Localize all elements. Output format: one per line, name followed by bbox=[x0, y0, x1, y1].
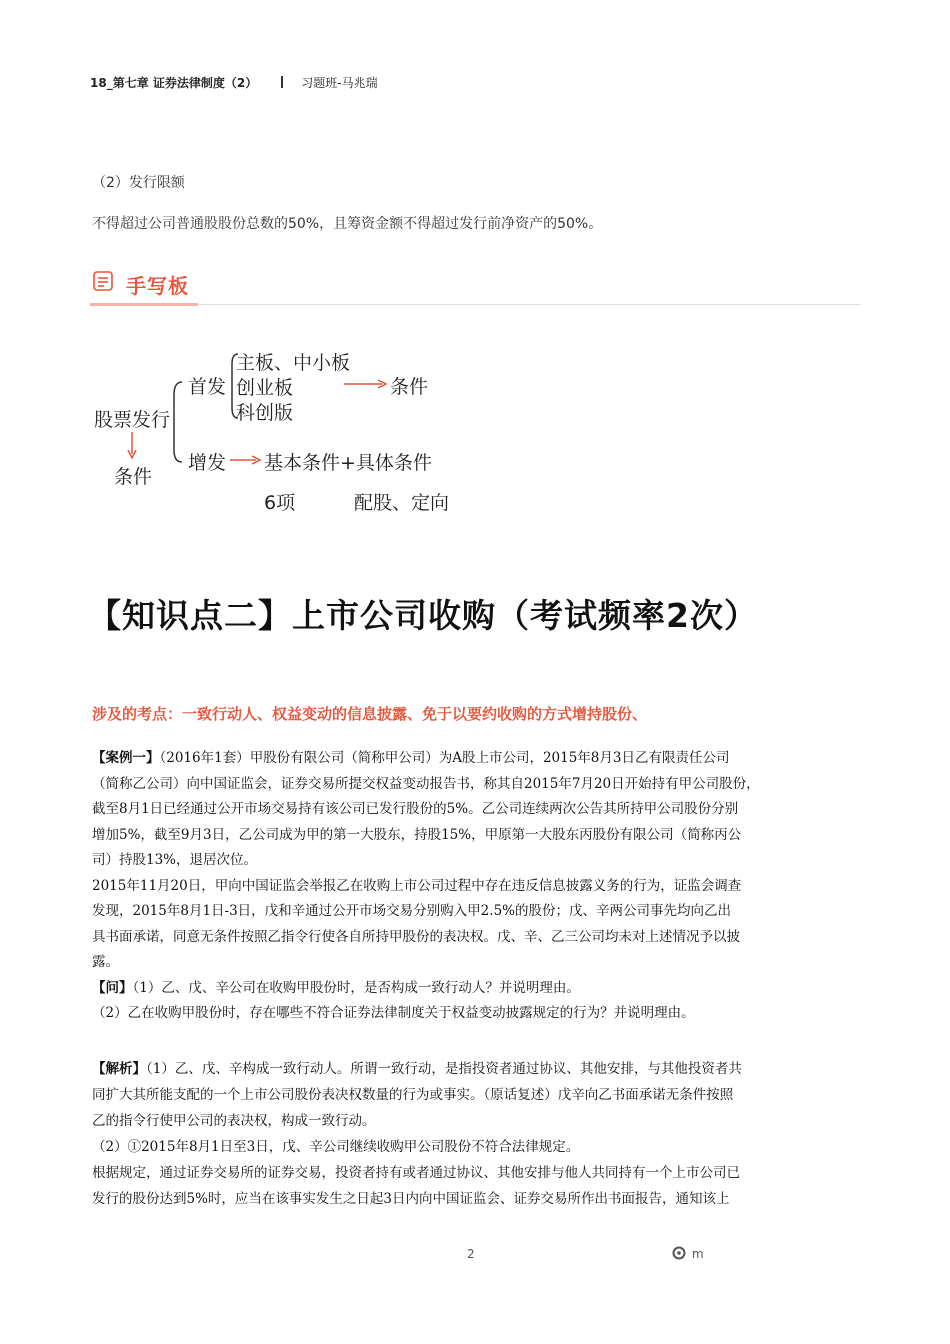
case-line: 露。 bbox=[92, 954, 119, 970]
note-placement: 配股、定向 bbox=[354, 492, 450, 514]
divider-accent bbox=[90, 303, 198, 306]
case-line: 发现，2015年8月1日-3日，戊和辛通过公开市场交易分别购入甲2.5%的股份；戊、辛两公司事先均向乙出 bbox=[92, 903, 731, 919]
chapter-title: 18_第七章 证券法律制度（2） bbox=[90, 76, 258, 90]
header-divider bbox=[281, 76, 283, 88]
first-issue-item: 科创版 bbox=[236, 402, 294, 424]
case-line: （简称乙公司）向中国证监会，证券交易所提交权益变动报告书，称其自2015年7月20日开始持有甲公司股份， bbox=[92, 775, 760, 792]
section-body: 不得超过公司普通股股份总数的50%，且筹资金额不得超过发行前净资产的50%。 bbox=[92, 216, 603, 232]
first-issue-item: 主板、中小板 bbox=[236, 352, 351, 374]
case-block bbox=[92, 746, 864, 1027]
case-line: 具书面承诺，同意无条件按照乙指令行使各自所持甲股份的表决权。戊、辛、乙三公司均未对上述情况予以披 bbox=[92, 928, 740, 945]
analysis-line: （2）①2015年8月1日至3日，戊、辛公司继续收购甲公司股份不符合法律规定。 bbox=[92, 1139, 580, 1155]
analysis-label: 【解析】 bbox=[92, 1061, 146, 1077]
note-six-items: 6项 bbox=[264, 492, 296, 514]
additional-issue-condition: 基本条件+具体条件 bbox=[264, 452, 432, 474]
case-label: 【案例一】 bbox=[92, 750, 160, 766]
case-line: 增加5%，截至9月3日，乙公司成为甲的第一大股东，持股15%，甲原第一大股东丙股份有限公司（简称丙公 bbox=[92, 826, 742, 843]
section-subheading: （2）发行限额 bbox=[92, 175, 185, 191]
analysis-line: 乙的指令行使甲公司的表决权，构成一致行动。 bbox=[92, 1113, 376, 1129]
first-issue-node: 首发 bbox=[188, 376, 227, 398]
logo-icon bbox=[672, 1246, 688, 1260]
case-line: 司）持股13%，退居次位。 bbox=[92, 852, 258, 868]
analysis-line: 发行的股份达到5%时，应当在该事实发生之日起3日内向中国证监会、证券交易所作出书面报告，通知该上 bbox=[92, 1191, 730, 1207]
analysis-line: 【解析】（1）乙、戊、辛构成一致行动人。所谓一致行动，是指投资者通过协议、其他安排，与其他投资者共 bbox=[92, 1061, 742, 1077]
course-name: 习题班-马兆瑞 bbox=[301, 76, 378, 90]
knowledge-point-title: 【知识点二】上市公司收购（考试频率2次） bbox=[88, 596, 758, 635]
root-node: 股票发行 bbox=[94, 409, 171, 431]
question-label: 【问】 bbox=[92, 979, 133, 996]
page-header bbox=[90, 74, 378, 91]
handwriting-board-title: 手写板 bbox=[126, 274, 189, 298]
exam-points: 涉及的考点：一致行动人、权益变动的信息披露、免于以要约收购的方式增持股份、 bbox=[92, 705, 648, 723]
case-line: 2015年11月20日，甲向中国证监会举报乙在收购上市公司过程中存在违反信息披露义务的行为，证监会调查 bbox=[92, 877, 742, 894]
page-number: 2 bbox=[467, 1247, 475, 1261]
footer-logo bbox=[672, 1246, 704, 1261]
question-line: （2）乙在收购甲股份时，存在哪些不符合证券法律制度关于权益变动披露规定的行为？并说明理由。 bbox=[92, 1005, 695, 1021]
question-line: 【问】（1）乙、戊、辛公司在收购甲股份时，是否构成一致行动人？并说明理由。 bbox=[92, 979, 580, 996]
analysis-block bbox=[92, 1056, 864, 1212]
first-issue-item: 创业板 bbox=[236, 377, 294, 399]
case-line: 【案例一】（2016年1套）甲股份有限公司（简称甲公司）为A股上市公司，2015年8月3日乙有限责任公司 bbox=[92, 750, 730, 766]
root-child-node: 条件 bbox=[114, 466, 153, 488]
logo-text: m bbox=[691, 1247, 704, 1261]
notepad-icon bbox=[92, 270, 114, 292]
divider bbox=[90, 304, 860, 305]
additional-issue-node: 增发 bbox=[188, 452, 227, 474]
analysis-line: 同扩大其所能支配的一个上市公司股份表决权数量的行为或事实。（原话复述）戊辛向乙书面承诺无条件按照 bbox=[92, 1087, 734, 1103]
case-line: 截至8月1日已经通过公开市场交易持有该公司已发行股份的5%。乙公司连续两次公告其所持甲公司股份分别 bbox=[92, 801, 739, 817]
first-issue-condition: 条件 bbox=[390, 376, 429, 398]
analysis-line: 根据规定，通过证券交易所的证券交易，投资者持有或者通过协议、其他安排与他人共同持有一个上市公司已 bbox=[92, 1165, 740, 1181]
